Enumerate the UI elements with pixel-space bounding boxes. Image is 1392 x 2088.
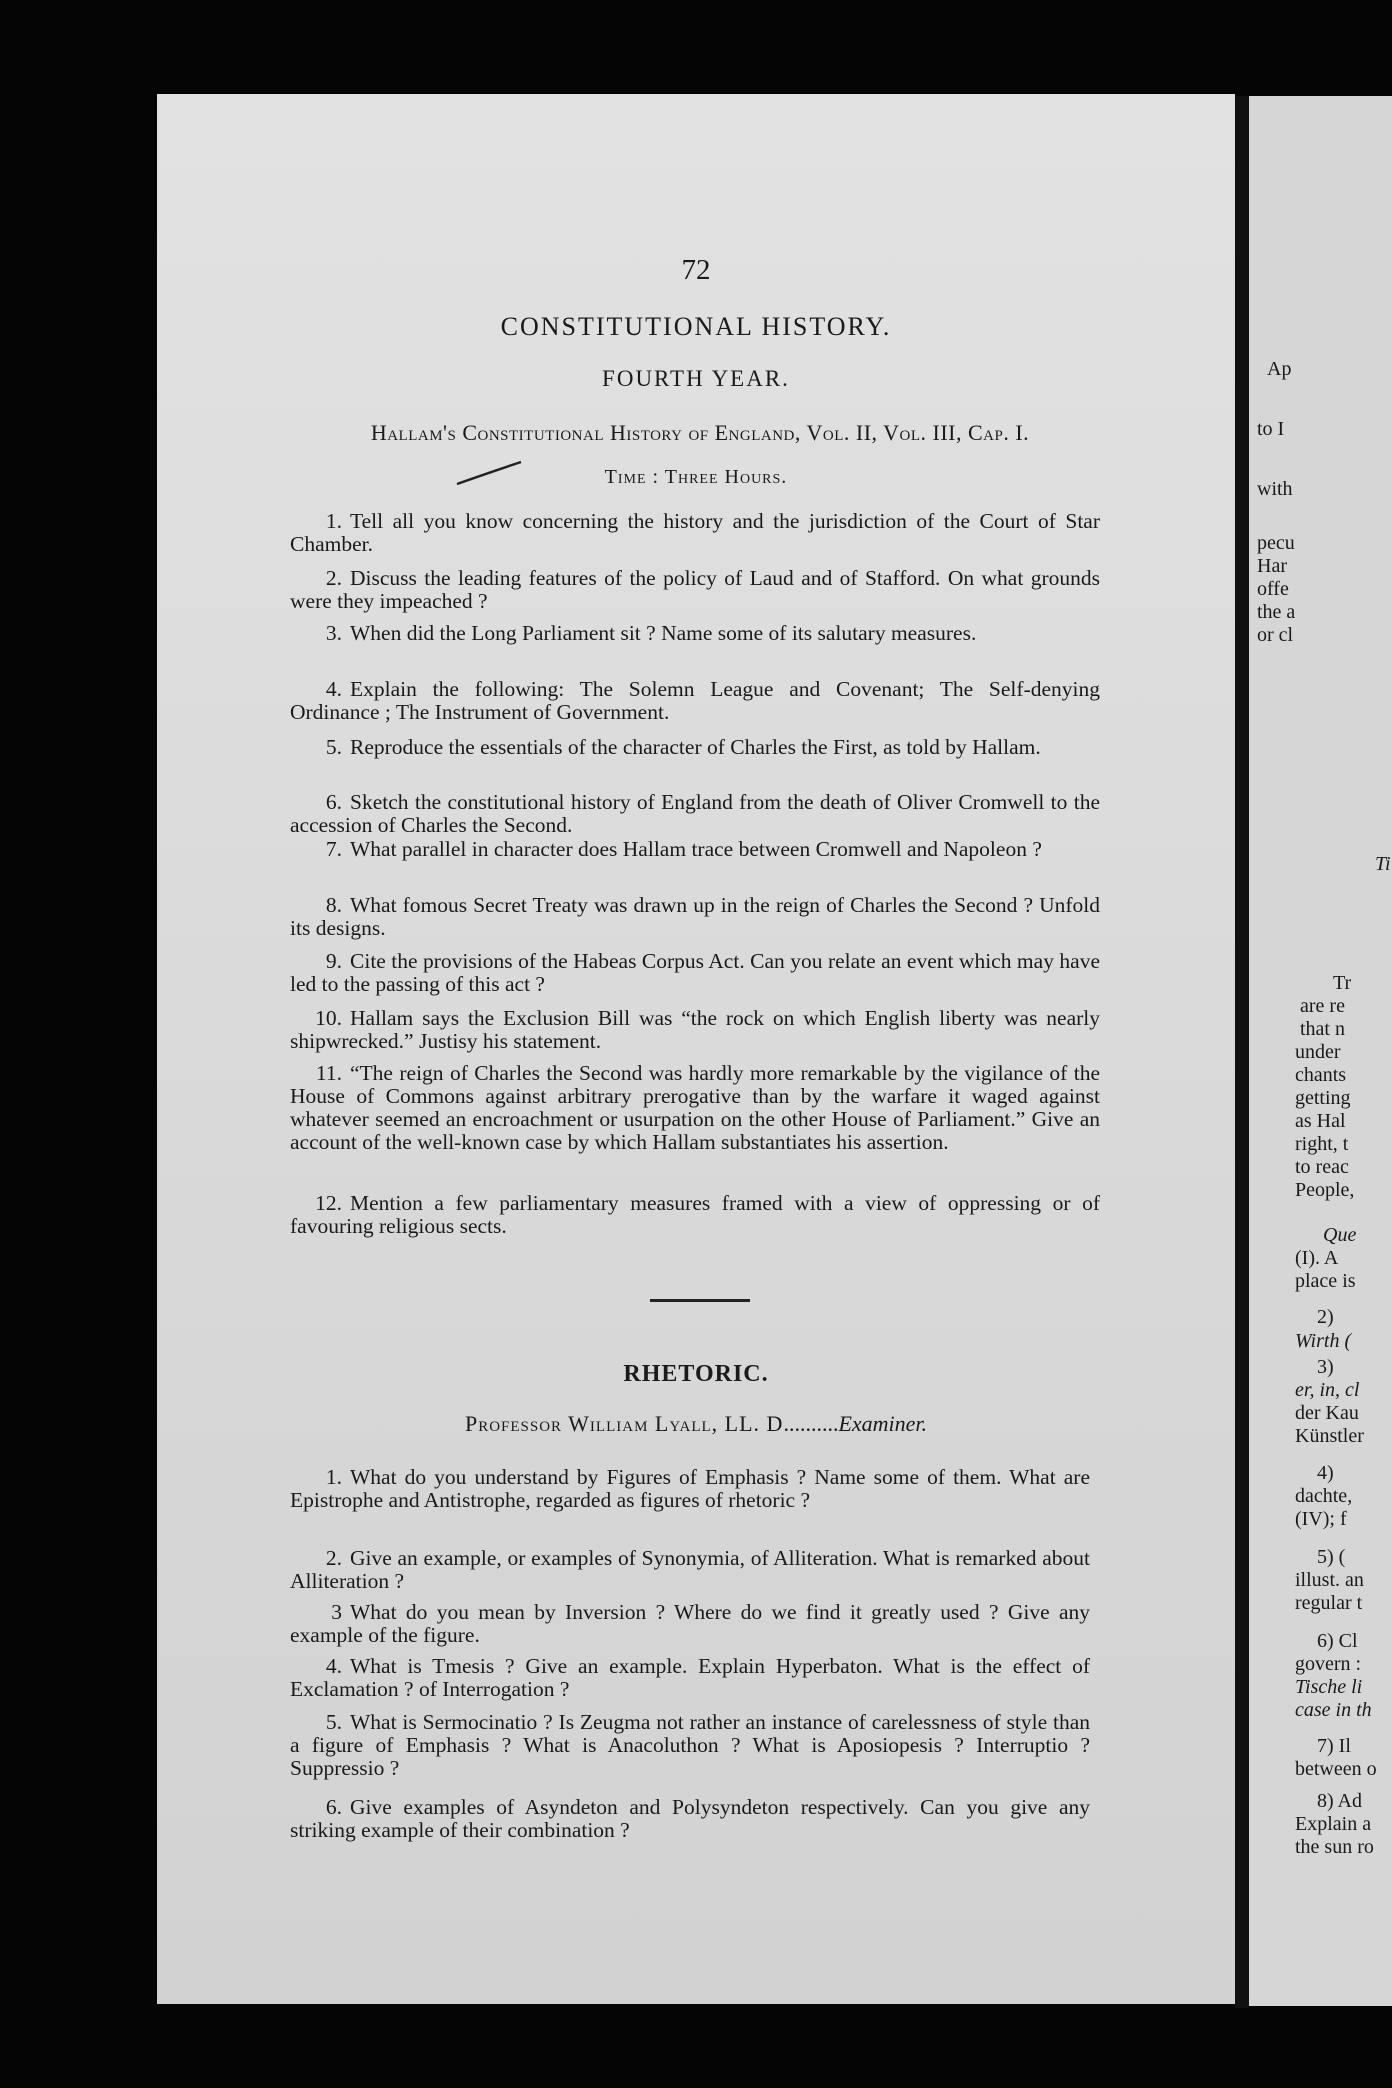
right-page-fragment: der Kau — [1295, 1402, 1359, 1424]
history-question — [290, 622, 1100, 645]
question-text: When did the Long Parliament sit ? Name some of its salutary measures. — [350, 621, 977, 645]
right-page-fragment: case in th — [1295, 1699, 1372, 1721]
question-number: 11. — [315, 1061, 342, 1085]
question-text: Mention a few parliamentary measures framed with a view of oppressing or of favouring religious sects. — [290, 1191, 1100, 1238]
question-text: What parallel in character does Hallam trace between Cromwell and Napoleon ? — [350, 837, 1042, 861]
question-number: 5. — [325, 1710, 342, 1734]
question-number: 3 — [331, 1600, 342, 1624]
rhetoric-title: RHETORIC. — [623, 1361, 769, 1387]
page-gutter — [1235, 96, 1249, 2008]
history-question — [290, 1062, 1100, 1154]
right-page-fragment: the a — [1257, 601, 1296, 623]
question-number: 2. — [325, 1546, 342, 1570]
question-number: 3. — [325, 621, 342, 645]
question-text: Give an example, or examples of Synonymia, of Alliteration. What is remarked about Alliteration ? — [290, 1546, 1090, 1593]
right-page-fragment: pecu — [1257, 532, 1295, 554]
right-page-fragment: right, t — [1295, 1133, 1349, 1155]
rhetoric-question — [290, 1655, 1090, 1701]
question-number: 4. — [325, 1654, 342, 1678]
right-page-fragment: 2) — [1317, 1306, 1334, 1328]
right-page-fragment: 8) Ad — [1317, 1790, 1362, 1812]
right-page-fragment: People, — [1295, 1179, 1355, 1201]
right-page-fragment: or cl — [1257, 624, 1294, 646]
question-text: Explain the following: The Solemn League and Covenant; The Self-denying Ordinance ; The Instrument of Government. — [290, 677, 1100, 724]
right-page-fragment: offe — [1257, 578, 1289, 600]
history-question — [290, 736, 1100, 759]
right-page-fragment: 6) Cl — [1317, 1630, 1358, 1652]
question-text: What do you understand by Figures of Emphasis ? Name some of them. What are Epistrophe and Antistrophe, regarded as figures of rhetoric ? — [290, 1465, 1090, 1512]
question-text: Discuss the leading features of the policy of Laud and of Stafford. On what grounds were they impeached ? — [290, 566, 1100, 613]
question-text: Hallam says the Exclusion Bill was “the rock on which English liberty was nearly shipwrecked.” Justisy his statement. — [290, 1006, 1100, 1053]
right-page-fragment: Ti — [1375, 853, 1391, 875]
rhetoric-question — [290, 1601, 1090, 1647]
right-page-fragment: Tische li — [1295, 1676, 1363, 1698]
rhetoric-question — [290, 1547, 1090, 1593]
examiner-role: Examiner. — [838, 1411, 928, 1436]
right-page-fragment: with — [1257, 478, 1293, 500]
question-number: 6. — [325, 790, 342, 814]
right-page-fragment: to reac — [1295, 1156, 1349, 1178]
question-number: 5. — [325, 735, 342, 759]
right-page-fragment: Wirth ( — [1295, 1330, 1352, 1352]
right-page-fragment: (I). A — [1295, 1247, 1339, 1269]
rhetoric-question — [290, 1711, 1090, 1780]
page-number: 72 — [681, 254, 711, 286]
right-page-fragment: between o — [1295, 1758, 1377, 1780]
right-page-fragment: Künstler — [1295, 1425, 1364, 1447]
question-number: 4. — [325, 677, 342, 701]
right-page-fragment: under — [1295, 1041, 1341, 1063]
question-text: What is Tmesis ? Give an example. Explain Hyperbaton. What is the effect of Exclamation ? of Interrogation ? — [290, 1654, 1090, 1701]
question-number: 2. — [325, 566, 342, 590]
question-text: What is Sermocinatio ? Is Zeugma not rather an instance of carelessness of style than a figure of Emphasis ? What is Anacoluthon ? What is Aposiopesis ? Interruptio ? Suppressio ? — [290, 1710, 1090, 1780]
right-page-fragment: dachte, — [1295, 1485, 1353, 1507]
right-page-fragment: chants — [1295, 1064, 1347, 1086]
history-question — [290, 678, 1100, 724]
right-page-fragment: govern : — [1295, 1653, 1362, 1675]
question-number: 12. — [315, 1191, 342, 1215]
right-page-fragment: er, in, cl — [1295, 1379, 1360, 1401]
history-question — [290, 950, 1100, 996]
question-text: Give examples of Asyndeton and Polysyndeton respectively. Can you give any striking example of their combination ? — [290, 1795, 1090, 1842]
question-number: 9. — [325, 949, 342, 973]
question-text: Reproduce the essentials of the character of Charles the First, as told by Hallam. — [350, 735, 1041, 759]
right-page-fragment: Explain a — [1295, 1813, 1372, 1835]
right-page-fragment: Ap — [1267, 358, 1292, 380]
right-page-fragment: to I — [1257, 418, 1285, 440]
section-subtitle: FOURTH YEAR. — [602, 366, 790, 391]
right-page-fragment: the sun ro — [1295, 1836, 1374, 1858]
question-text: “The reign of Charles the Second was hardly more remarkable by the vigilance of the House of Commons against arbitrary prerogative than by the warfare it waged against whatever seemed an encroachment or usurpation on the other House of Parliament.” Give an account of the well-known case by which Hallam substantiates his assertion. — [290, 1061, 1100, 1154]
question-number: 8. — [325, 893, 342, 917]
right-page-fragment: that n — [1300, 1018, 1345, 1040]
history-question — [290, 1192, 1100, 1238]
section-title: CONSTITUTIONAL HISTORY. — [500, 312, 892, 341]
question-number: 1. — [325, 509, 342, 533]
right-page-fragment: 7) Il — [1317, 1735, 1351, 1757]
right-page-fragment: place is — [1295, 1270, 1356, 1292]
rhetoric-question — [290, 1796, 1090, 1842]
question-text: Sketch the constitutional history of England from the death of Oliver Cromwell to the accession of Charles the Second. — [290, 790, 1100, 837]
source-reference: Hallam's Constitutional History of England, Vol. II, Vol. III, Cap. I. — [370, 420, 1030, 445]
right-page-fragment: are re — [1300, 995, 1345, 1017]
right-page-fragment: as Hal — [1295, 1110, 1346, 1132]
right-page-fragment: 4) — [1317, 1462, 1334, 1484]
history-question — [290, 894, 1100, 940]
section-divider — [650, 1299, 750, 1302]
question-number: 10. — [315, 1006, 342, 1030]
question-text: What do you mean by Inversion ? Where do we find it greatly used ? Give any example of the figure. — [290, 1600, 1090, 1647]
question-text: What fomous Secret Treaty was drawn up in the reign of Charles the Second ? Unfold its designs. — [290, 893, 1100, 940]
examiner-dots: .......... — [783, 1411, 839, 1436]
question-text: Tell all you know concerning the history and the jurisdiction of the Court of Star Chamber. — [290, 509, 1100, 556]
right-page-fragment: Que — [1323, 1224, 1357, 1246]
right-page-fragment: getting — [1295, 1087, 1351, 1109]
right-page-fragment: regular t — [1295, 1592, 1363, 1614]
examiner-name: Professor William Lyall, LL. D — [464, 1411, 784, 1436]
right-page-fragment: (IV); f — [1295, 1508, 1347, 1530]
examiner-line — [290, 1411, 1102, 1437]
right-page — [1249, 96, 1392, 2006]
right-page-fragment: 5) ( — [1317, 1546, 1346, 1568]
right-page-fragment: illust. an — [1295, 1569, 1364, 1591]
question-number: 1. — [325, 1465, 342, 1489]
history-question — [290, 791, 1100, 837]
right-page-fragment: Har — [1257, 555, 1287, 577]
history-question — [290, 567, 1100, 613]
question-number: 7. — [325, 837, 342, 861]
question-number: 6. — [325, 1795, 342, 1819]
history-question — [290, 838, 1100, 861]
right-page-fragment: 3) — [1317, 1356, 1334, 1378]
right-page-fragment: Tr — [1333, 972, 1352, 994]
history-question — [290, 1007, 1100, 1053]
rhetoric-question — [290, 1466, 1090, 1512]
time-allowed: Time : Three Hours. — [604, 466, 788, 488]
history-question — [290, 510, 1100, 556]
question-text: Cite the provisions of the Habeas Corpus Act. Can you relate an event which may have led to the passing of this act ? — [290, 949, 1100, 996]
